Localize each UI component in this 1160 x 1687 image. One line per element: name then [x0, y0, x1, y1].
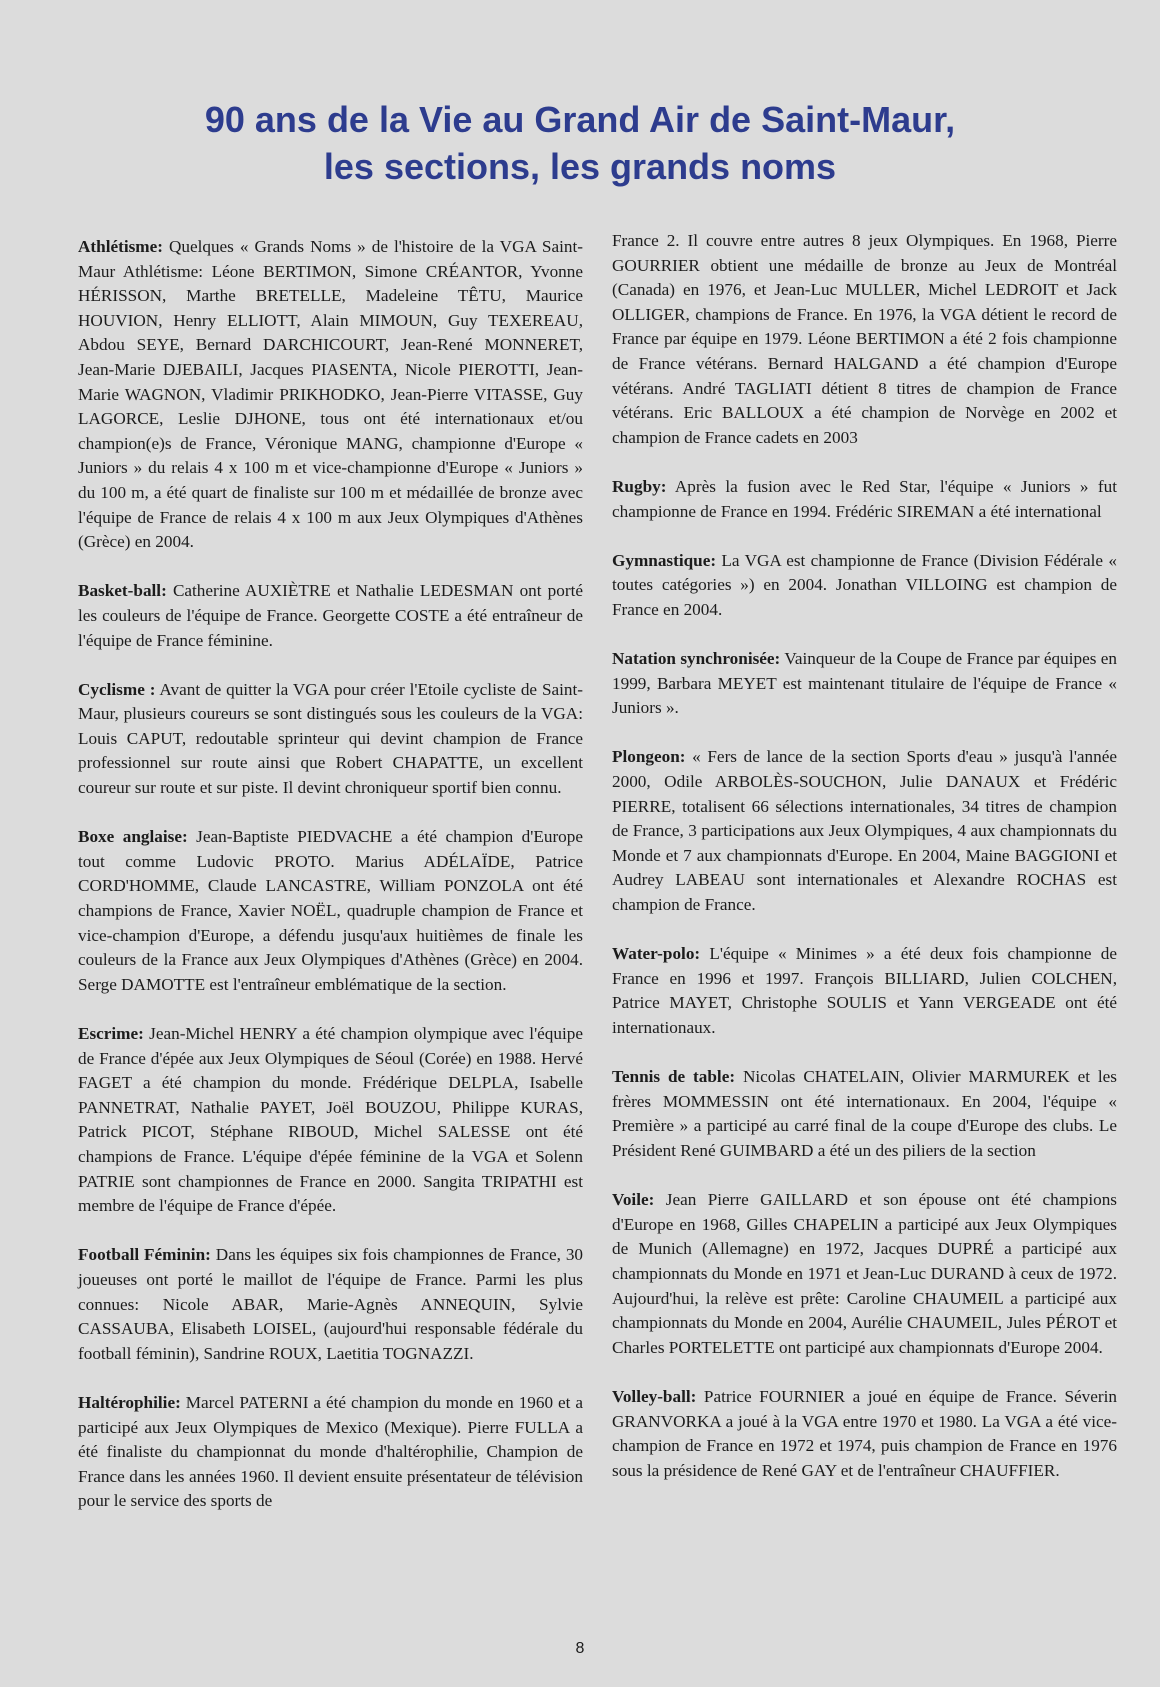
- section-text: Nicolas CHATELAIN, Olivier MARMUREK et les frères MOMMESSIN ont été internationaux. En 2004, l'équipe « Première » a participé au carré final de la coupe d'Europe des clubs. Le Président René GUIMBARD a été un des piliers de la section: [612, 1067, 1117, 1160]
- section-escrime: [78, 1022, 583, 1219]
- section-label: Basket-ball:: [78, 581, 167, 601]
- section-label: Tennis de table:: [612, 1067, 736, 1087]
- section-label: Boxe anglaise:: [78, 827, 188, 847]
- section-basket-ball: [78, 579, 583, 653]
- section-natation-synchronisee: [612, 647, 1117, 721]
- section-text: Catherine AUXIÈTRE et Nathalie LEDESMAN ont porté les couleurs de l'équipe de France. Georgette COSTE a été entraîneur de l'équipe de France féminine.: [78, 581, 583, 650]
- section-label: Volley-ball:: [612, 1386, 697, 1406]
- section-plongeon: [612, 745, 1117, 917]
- section-text: Après la fusion avec le Red Star, l'équipe « Juniors » fut championne de France en 1994. Frédéric SIREMAN a été international: [612, 476, 1117, 521]
- section-label: Water-polo:: [612, 944, 701, 964]
- section-halterophilie: [78, 1391, 583, 1514]
- page-number: 8: [575, 1640, 585, 1657]
- section-text: France 2. Il couvre entre autres 8 jeux Olympiques. En 1968, Pierre GOURRIER obtient une médaille de bronze au Jeux de Montréal (Canada) en 1976, et Jean-Luc MULLER, Michel LEDROIT et Jack OLLIGER, champions de France. En 1976, la VGA détient le record de France par équipe en 1979. Léone BERTIMON a été 2 fois championne de France vétérans. Bernard HALGAND a été champion d'Europe vétérans. André TAGLIATI détient 8 titres de champion de France vétérans. Eric BALLOUX a été champion de Norvège en 2002 et champion de France cadets en 2003: [612, 231, 1117, 447]
- section-tennis-de-table: [612, 1065, 1117, 1163]
- section-text: Jean-Michel HENRY a été champion olympique avec l'équipe de France d'épée aux Jeux Olympiques de Séoul (Corée) en 1988. Hervé FAGET a été champion du monde. Frédérique DELPLA, Isabelle PANNETRAT, Nathalie PAYET, Joël BOUZOU, Philippe KURAS, Patrick PICOT, Stéphane RIBOUD, Michel SALESSE ont été champions de France. L'équipe d'épée féminine de la VGA et Solenn PATRIE sont championnes de France en 2000. Sangita TRIPATHI est membre de l'équipe de France d'épée.: [78, 1024, 583, 1216]
- right-column: [612, 229, 1117, 1508]
- section-label: Voile:: [612, 1190, 655, 1210]
- section-rugby: [612, 475, 1117, 524]
- section-athletisme: [78, 235, 583, 555]
- section-voile: [612, 1188, 1117, 1360]
- section-label: Plongeon:: [612, 747, 686, 767]
- section-label: Cyclisme :: [78, 679, 156, 699]
- section-football-feminin: [78, 1243, 583, 1366]
- section-text: Avant de quitter la VGA pour créer l'Etoile cycliste de Saint-Maur, plusieurs coureurs se sont distingués sous les couleurs de la VGA: Louis CAPUT, redoutable sprinteur qui devint champion de France professionnel sur route ainsi que Robert CHAPATTE, un excellent coureur sur route et sur piste. Il devint chroniqueur sportif bien connu.: [78, 679, 583, 798]
- title-line-2: les sections, les grands noms: [323, 146, 837, 187]
- section-text: Quelques « Grands Noms » de l'histoire de la VGA Saint-Maur Athlétisme: Léone BERTIMON, Simone CRÉANTOR, Yvonne HÉRISSON, Marthe BRETELLE, Madeleine TÊTU, Maurice HOUVION, Henry ELLIOTT, Alain MIMOUN, Guy TEXEREAU, Abdou SEYE, Bernard DARCHICOURT, Jean-René MONNERET, Jean-Marie DJEBAILI, Jacques PIASENTA, Nicole PIEROTTI, Jean-Marie WAGNON, Vladimir PRIKHODKO, Jean-Pierre VITASSE, Guy LAGORCE, Leslie DJHONE, tous ont été internationaux et/ou champion(e)s de France, Véronique MANG, championne d'Europe « Juniors » du relais 4 x 100 m et vice-championne d'Europe « Juniors » du 100 m, a été quart de finaliste sur 100 m et médaillée de bronze avec l'équipe de France de relais 4 x 100 m aux Jeux Olympiques d'Athènes (Grèce) en 2004.: [78, 237, 583, 552]
- section-boxe-anglaise: [78, 825, 583, 997]
- section-label: Athlétisme:: [78, 237, 163, 256]
- left-column: [78, 235, 583, 1538]
- section-volley-ball: [612, 1385, 1117, 1483]
- section-text: La VGA est championne de France (Division Fédérale « toutes catégories ») en 2004. Jonathan VILLOING est champion de France en 2004.: [612, 550, 1117, 619]
- section-text: Jean Pierre GAILLARD et son épouse ont été champions d'Europe en 1968, Gilles CHAPELIN a participé aux Jeux Olympiques de Munich (Allemagne) en 1972, Jacques DUPRÉ a participé aux championnats du Monde en 1971 et Jean-Luc DURAND à ceux de 1972. Aujourd'hui, la relève est prête: Caroline CHAUMEIL a participé aux championnats du Monde en 2004, Aurélie CHAUMEIL, Jules PÉROT et Charles PORTELETTE ont participé aux championnats d'Europe 2004.: [612, 1190, 1117, 1357]
- section-label: Haltérophilie:: [78, 1392, 181, 1412]
- section-label: Gymnastique:: [612, 550, 717, 570]
- section-text: L'équipe « Minimes » a été deux fois championne de France en 1996 et 1997. François BILLIARD, Julien COLCHEN, Patrice MAYET, Christophe SOULIS et Yann VERGEADE ont été internationaux.: [612, 944, 1117, 1037]
- section-gymnastique: [612, 549, 1117, 623]
- page-title: [100, 96, 1060, 190]
- section-label: Rugby:: [612, 476, 667, 496]
- title-line-1: 90 ans de la Vie au Grand Air de Saint-Maur,: [204, 99, 956, 140]
- section-text: Patrice FOURNIER a joué en équipe de France. Séverin GRANVORKA a joué à la VGA entre 1970 et 1980. La VGA a été vice-champion de France en 1972 et 1974, puis champion de France en 1976 sous la présidence de René GAY et de l'entraîneur CHAUFFIER.: [612, 1386, 1117, 1480]
- section-text: Marcel PATERNI a été champion du monde en 1960 et a participé aux Jeux Olympiques de Mexico (Mexique). Pierre FULLA a été finaliste du championnat du monde d'haltérophilie, Champion de France dans les années 1960. Il devient ensuite présentateur de télévision pour le service des sports de: [78, 1392, 583, 1511]
- section-cyclisme: [78, 678, 583, 801]
- section-label: Natation synchronisée:: [612, 649, 781, 669]
- section-label: Football Féminin:: [78, 1245, 211, 1265]
- section-label: Escrime:: [78, 1024, 144, 1043]
- section-halterophilie-continued: [612, 229, 1117, 450]
- section-water-polo: [612, 942, 1117, 1040]
- section-text: Jean-Baptiste PIEDVACHE a été champion d'Europe tout comme Ludovic PROTO. Marius ADÉLAÏDE, Patrice CORD'HOMME, Claude LANCASTRE, William PONZOLA ont été champions de France, Xavier NOËL, quadruple champion de France et vice-champion d'Europe, a défendu jusqu'aux huitièmes de finale les couleurs de la France aux Jeux Olympiques d'Athènes (Grèce) en 2004. Serge DAMOTTE est l'entraîneur emblématique de la section.: [78, 827, 584, 994]
- section-text: Vainqueur de la Coupe de France par équipes en 1999, Barbara MEYET est maintenant titulaire de l'équipe de France « Juniors ».: [612, 649, 1117, 718]
- section-text: « Fers de lance de la section Sports d'eau » jusqu'à l'année 2000, Odile ARBOLÈS-SOUCHON, Julie DANAUX et Frédéric PIERRE, totalisent 66 sélections internationales, 34 titres de champion de France, 3 participations aux Jeux Olympiques, 4 aux championnats du Monde et 7 aux championnats d'Europe. En 2004, Maine BAGGIONI et Audrey LABEAU sont internationales et Alexandre ROCHAS est champion de France.: [612, 747, 1117, 915]
- section-text: Dans les équipes six fois championnes de France, 30 joueuses ont porté le maillot de l'équipe de France. Parmi les plus connues: Nicole ABAR, Marie-Agnès ANNEQUIN, Sylvie CASSAUBA, Elisabeth LOISEL, (aujourd'hui responsable fédérale du football féminin), Sandrine ROUX, Laetitia TOGNAZZI.: [78, 1245, 584, 1363]
